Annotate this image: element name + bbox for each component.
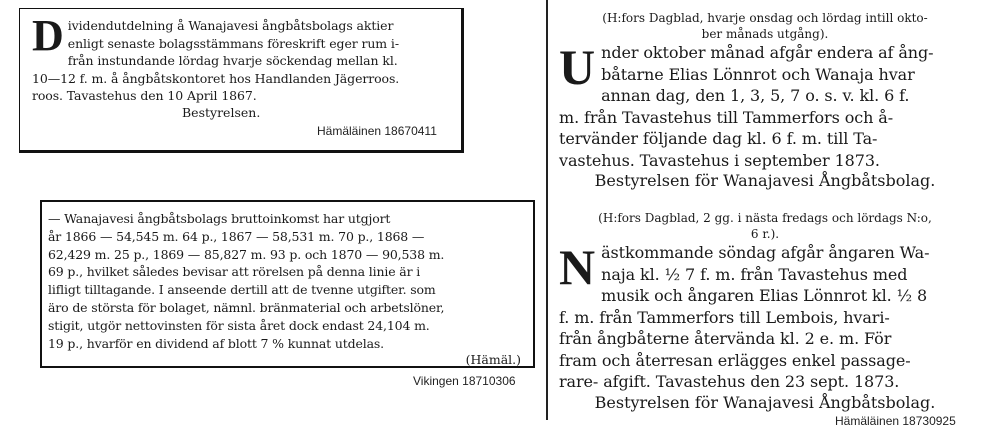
source-label: Hämäläinen 18670411	[317, 124, 437, 138]
header-line: (H:fors Dagblad, hvarje onsdag och lördag intill okto-	[602, 11, 928, 25]
signature: Bestyrelsen för Wanajavesi Ångbåtsbolag.	[594, 392, 936, 412]
clipping-sunday-excursion	[555, 210, 975, 410]
clipping-october-schedule	[555, 10, 975, 210]
clipping-revenue-report	[40, 200, 535, 368]
source-label: Vikingen 18710306	[413, 374, 516, 388]
drop-cap: D	[32, 11, 64, 60]
text-line: båtarne Elias Lönnrot och Wanaja hvar	[601, 64, 915, 84]
text-line: f. m. från Tammerfors till Lembois, hvari-	[559, 307, 890, 327]
header-line: (H:fors Dagblad, 2 gg. i nästa fredags och lördags N:o,	[598, 211, 932, 225]
text-line: annan dag, den 1, 3, 5, 7 o. s. v. kl. 6 f.	[601, 86, 910, 105]
source-label: Hämäläinen 18730925	[835, 414, 956, 428]
text-line: år 1866 — 54,545 m. 64 p., 1867 — 58,531 m. 70 p., 1868 —	[48, 228, 425, 244]
text-line: nder oktober månad afgår endera af ång-	[601, 43, 934, 62]
text-line: tervänder följande dag kl. 6 f. m. till Ta-	[559, 129, 878, 148]
text-line: äro de största för bolaget, nämnl. bränmaterial och arbetslöner,	[48, 299, 445, 315]
drop-cap: N	[559, 239, 596, 295]
text-line: stigit, utgör nettovinsten för sista året dock endast 24,104 m.	[48, 317, 430, 333]
text-line: fram och återresan erlägges enkel passage-	[559, 350, 911, 370]
text-line: 10—12 f. m. å ångbåtskontoret hos Handlanden Jägerroos.	[32, 70, 400, 86]
column-divider	[546, 0, 548, 420]
text-line: enligt senaste bolagsstämmans föreskrift eger rum i-	[67, 35, 399, 51]
header-line: 6 r.).	[750, 227, 780, 241]
text-line: 62,429 m. 25 p., 1869 — 85,827 m. 93 p. och 1870 — 90,538 m.	[48, 246, 445, 262]
text-line: naja kl. ½ 7 f. m. från Tavastehus med	[601, 264, 908, 284]
text-line: vastehus. Tavastehus i september 1873.	[559, 150, 880, 170]
text-line: från instundande lördag hvarje söckendag mellan kl.	[67, 53, 398, 68]
signature: Bestyrelsen.	[182, 104, 261, 120]
drop-cap: U	[559, 39, 596, 95]
text-line: ästkommande söndag afgår ångaren Wa-	[601, 243, 930, 262]
text-line: ividendutdelning å Wanajavesi ångbåtsbolags aktier	[67, 18, 394, 33]
text-line: — Wanajavesi ångbåtsbolags bruttoinkomst har utgjort	[48, 211, 391, 226]
text-line: 69 p., hvilket således bevisar att rörelsen på denna linie är i	[48, 264, 421, 280]
text-line: från ångbåterne återvända kl. 2 e. m. För	[559, 329, 892, 348]
text-line: roos. Tavastehus den 10 April 1867.	[32, 88, 257, 103]
source-credit: (Hämäl.)	[465, 352, 521, 368]
signature: Bestyrelsen för Wanajavesi Ångbåtsbolag.	[594, 171, 936, 190]
text-line: m. från Tavastehus till Tammerfors och å-	[559, 107, 894, 127]
text-line: rare- afgift. Tavastehus den 23 sept. 1873.	[559, 372, 900, 391]
text-line: 19 p., hvarför en dividend af blott 7 % kunnat utdelas.	[48, 335, 384, 351]
text-line: musik och ångaren Elias Lönnrot kl. ½ 8	[601, 286, 928, 305]
header-line: ber månads utgång).	[701, 27, 829, 41]
text-line: lifligt tilltagande. I anseende dertill att de tvenne utgifter. som	[48, 282, 436, 298]
